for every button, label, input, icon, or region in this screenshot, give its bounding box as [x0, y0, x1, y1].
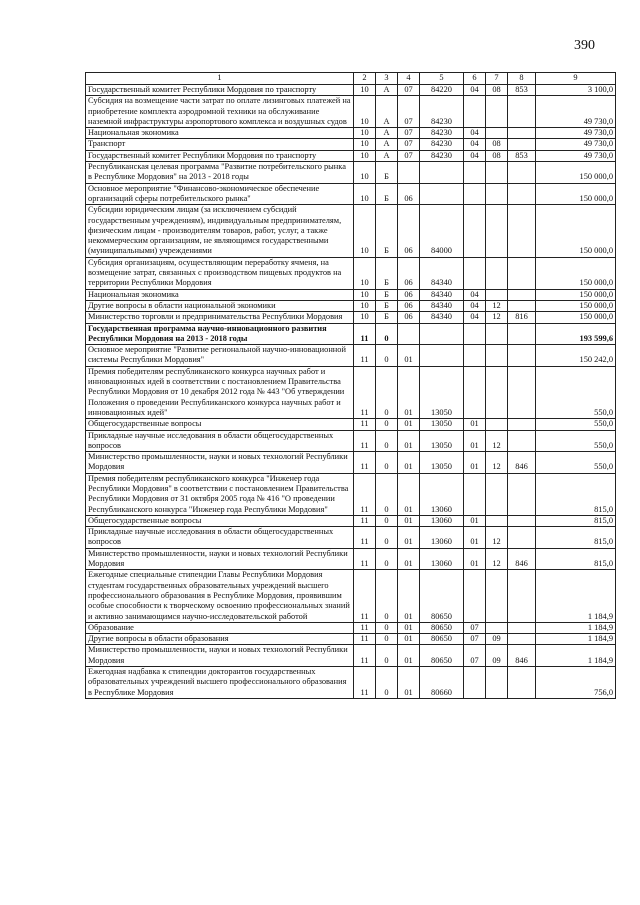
table-row: [86, 289, 616, 300]
header-cell: 3: [376, 73, 398, 85]
header-cell: 5: [420, 73, 464, 85]
row-code-cell: 49 730,0: [536, 96, 616, 128]
table-row: [86, 323, 616, 345]
row-name-cell: Общегосударственные вопросы: [86, 515, 354, 526]
row-code-cell: [486, 257, 508, 289]
row-code-cell: 1 184,9: [536, 622, 616, 633]
row-code-cell: 11: [354, 548, 376, 570]
row-code-cell: 150 242,0: [536, 345, 616, 367]
row-code-cell: 13060: [420, 515, 464, 526]
row-code-cell: 0: [376, 366, 398, 418]
table-row: [86, 622, 616, 633]
row-code-cell: 0: [376, 634, 398, 645]
row-code-cell: 12: [486, 312, 508, 323]
row-code-cell: Б: [376, 289, 398, 300]
budget-table: [85, 72, 616, 699]
row-code-cell: 0: [376, 323, 398, 345]
table-row: [86, 128, 616, 139]
row-code-cell: 1 184,9: [536, 570, 616, 622]
header-row: [86, 73, 616, 85]
row-name-cell: Другие вопросы в области национальной экономики: [86, 300, 354, 311]
row-code-cell: [486, 205, 508, 257]
row-name-cell: Прикладные научные исследования в области общегосударственных вопросов: [86, 430, 354, 452]
row-code-cell: 04: [464, 289, 486, 300]
row-code-cell: 12: [486, 430, 508, 452]
row-code-cell: [486, 667, 508, 699]
row-code-cell: [508, 139, 536, 150]
row-code-cell: 08: [486, 139, 508, 150]
row-code-cell: А: [376, 128, 398, 139]
row-code-cell: [508, 96, 536, 128]
row-code-cell: [508, 515, 536, 526]
row-code-cell: 01: [398, 570, 420, 622]
row-code-cell: [486, 96, 508, 128]
row-code-cell: [486, 345, 508, 367]
row-code-cell: 01: [398, 430, 420, 452]
row-code-cell: 84220: [420, 85, 464, 96]
row-code-cell: 06: [398, 289, 420, 300]
row-code-cell: 11: [354, 634, 376, 645]
row-code-cell: 13050: [420, 419, 464, 430]
row-code-cell: 0: [376, 527, 398, 549]
row-code-cell: [508, 323, 536, 345]
row-code-cell: 1 184,9: [536, 645, 616, 667]
row-code-cell: [508, 667, 536, 699]
row-name-cell: Ежегодные специальные стипендии Главы Республики Мордовия студентам государственных образовательных учреждений высшего профессионального образования в Республике Мордовия, проявившим особые способности к творческому освоению профессиональных знаний и активно занимающимся научно-исследовательской работой: [86, 570, 354, 622]
row-code-cell: [486, 162, 508, 184]
row-code-cell: 84000: [420, 205, 464, 257]
table-row: [86, 183, 616, 205]
row-code-cell: 01: [398, 645, 420, 667]
page-number: 390: [574, 38, 595, 53]
row-name-cell: Субсидия на возмещение части затрат по оплате лизинговых платежей на приобретение комплекта аэродромной техники на обслуживание наземной инфраструктуры аэропортового комплекса и воздушных судов: [86, 96, 354, 128]
table-row: [86, 312, 616, 323]
row-name-cell: Республиканская целевая программа "Развитие потребительского рынка в Республике Мордовия" на 2013 - 2018 годы: [86, 162, 354, 184]
row-code-cell: 150 000,0: [536, 205, 616, 257]
row-code-cell: 04: [464, 150, 486, 161]
row-code-cell: 06: [398, 300, 420, 311]
row-code-cell: 49 730,0: [536, 150, 616, 161]
row-code-cell: [508, 430, 536, 452]
row-code-cell: А: [376, 139, 398, 150]
row-code-cell: [464, 570, 486, 622]
row-code-cell: 853: [508, 85, 536, 96]
row-code-cell: 0: [376, 570, 398, 622]
row-code-cell: 11: [354, 527, 376, 549]
row-code-cell: 756,0: [536, 667, 616, 699]
row-code-cell: 13060: [420, 473, 464, 515]
row-code-cell: 01: [398, 345, 420, 367]
row-code-cell: 853: [508, 150, 536, 161]
row-code-cell: [398, 162, 420, 184]
row-name-cell: Государственная программа научно-инновационного развития Республики Мордовия на 2013 - 2018 годы: [86, 323, 354, 345]
row-code-cell: [464, 183, 486, 205]
row-code-cell: 01: [464, 419, 486, 430]
row-name-cell: Государственный комитет Республики Мордовия по транспорту: [86, 85, 354, 96]
table-row: [86, 634, 616, 645]
row-name-cell: Субсидии юридическим лицам (за исключением субсидий государственным учреждениям), индивидуальным предпринимателям, физическим лицам - производителям товаров, работ, услуг, а также некоммерческим организациям, не являющимся государственными (муниципальными) учреждениями: [86, 205, 354, 257]
table-row: [86, 139, 616, 150]
row-code-cell: 12: [486, 527, 508, 549]
row-code-cell: [420, 323, 464, 345]
row-code-cell: 07: [464, 622, 486, 633]
row-code-cell: 09: [486, 634, 508, 645]
row-code-cell: 815,0: [536, 515, 616, 526]
row-code-cell: [508, 205, 536, 257]
row-code-cell: 11: [354, 419, 376, 430]
row-code-cell: 10: [354, 183, 376, 205]
row-code-cell: 80650: [420, 634, 464, 645]
row-code-cell: [508, 162, 536, 184]
row-code-cell: 01: [398, 667, 420, 699]
row-name-cell: Государственный комитет Республики Мордовия по транспорту: [86, 150, 354, 161]
row-code-cell: 150 000,0: [536, 257, 616, 289]
row-code-cell: 0: [376, 645, 398, 667]
row-code-cell: 80650: [420, 570, 464, 622]
row-code-cell: 04: [464, 128, 486, 139]
row-code-cell: 06: [398, 312, 420, 323]
header-cell: 4: [398, 73, 420, 85]
row-code-cell: 49 730,0: [536, 139, 616, 150]
row-name-cell: Основное мероприятие "Финансово-экономическое обеспечение организаций сферы потребительского рынка": [86, 183, 354, 205]
row-code-cell: 150 000,0: [536, 162, 616, 184]
row-code-cell: 10: [354, 289, 376, 300]
row-code-cell: 0: [376, 430, 398, 452]
row-code-cell: 13050: [420, 366, 464, 418]
row-code-cell: 84340: [420, 312, 464, 323]
row-code-cell: [486, 323, 508, 345]
row-code-cell: А: [376, 96, 398, 128]
row-code-cell: 815,0: [536, 548, 616, 570]
row-code-cell: 84230: [420, 128, 464, 139]
row-code-cell: [464, 366, 486, 418]
row-code-cell: 815,0: [536, 473, 616, 515]
table-row: [86, 162, 616, 184]
row-code-cell: 01: [398, 452, 420, 474]
row-code-cell: 07: [398, 139, 420, 150]
row-code-cell: [508, 257, 536, 289]
row-code-cell: 07: [464, 634, 486, 645]
row-code-cell: [508, 473, 536, 515]
row-code-cell: 01: [398, 548, 420, 570]
row-name-cell: Прикладные научные исследования в области общегосударственных вопросов: [86, 527, 354, 549]
row-code-cell: 11: [354, 323, 376, 345]
table-row: [86, 205, 616, 257]
table-row: [86, 150, 616, 161]
row-name-cell: Другие вопросы в области образования: [86, 634, 354, 645]
row-code-cell: [508, 183, 536, 205]
row-code-cell: [486, 366, 508, 418]
table-row: [86, 527, 616, 549]
row-code-cell: 10: [354, 205, 376, 257]
header-cell: 7: [486, 73, 508, 85]
row-code-cell: Б: [376, 183, 398, 205]
row-code-cell: [508, 419, 536, 430]
row-code-cell: [508, 345, 536, 367]
row-name-cell: Основное мероприятие "Развитие региональной научно-инновационной системы Республики Мордовия": [86, 345, 354, 367]
header-cell: 8: [508, 73, 536, 85]
row-code-cell: 06: [398, 183, 420, 205]
row-code-cell: 0: [376, 548, 398, 570]
row-code-cell: 84230: [420, 150, 464, 161]
header-cell: 2: [354, 73, 376, 85]
row-code-cell: 80650: [420, 645, 464, 667]
row-code-cell: 1 184,9: [536, 634, 616, 645]
row-code-cell: 01: [464, 527, 486, 549]
table-row: [86, 515, 616, 526]
row-code-cell: 01: [398, 419, 420, 430]
row-code-cell: [508, 622, 536, 633]
row-code-cell: 550,0: [536, 419, 616, 430]
table-row: [86, 257, 616, 289]
row-code-cell: 08: [486, 85, 508, 96]
row-code-cell: 11: [354, 430, 376, 452]
header-cell: 9: [536, 73, 616, 85]
row-name-cell: Министерство торговли и предпринимательства Республики Мордовия: [86, 312, 354, 323]
row-code-cell: А: [376, 85, 398, 96]
row-code-cell: 11: [354, 645, 376, 667]
row-code-cell: 10: [354, 300, 376, 311]
row-code-cell: [508, 128, 536, 139]
table-row: [86, 570, 616, 622]
row-code-cell: 0: [376, 515, 398, 526]
row-code-cell: [486, 289, 508, 300]
row-code-cell: 11: [354, 667, 376, 699]
row-code-cell: [420, 345, 464, 367]
row-code-cell: [420, 183, 464, 205]
row-name-cell: Премия победителям республиканского конкурса научных работ и инновационных идей в соответствии с постановлением Правительства Республики Мордовия от 10 декабря 2012 года № 443 "Об утверждении Положения о проведении Республиканского конкурса научных работ и инновационных идей": [86, 366, 354, 418]
row-name-cell: Ежегодная надбавка к стипендии докторантов государственных образовательных учреждений высшего профессионального образования в Республике Мордовия: [86, 667, 354, 699]
row-code-cell: 80660: [420, 667, 464, 699]
row-code-cell: 150 000,0: [536, 300, 616, 311]
row-code-cell: 04: [464, 139, 486, 150]
row-code-cell: [508, 634, 536, 645]
row-code-cell: 84230: [420, 139, 464, 150]
row-code-cell: 0: [376, 622, 398, 633]
row-code-cell: [486, 128, 508, 139]
row-code-cell: [486, 183, 508, 205]
row-code-cell: 846: [508, 452, 536, 474]
table-row: [86, 430, 616, 452]
row-code-cell: [508, 570, 536, 622]
row-code-cell: 11: [354, 570, 376, 622]
table-row: [86, 96, 616, 128]
row-code-cell: 01: [398, 515, 420, 526]
row-code-cell: 193 599,6: [536, 323, 616, 345]
row-code-cell: 10: [354, 85, 376, 96]
row-code-cell: 13060: [420, 527, 464, 549]
row-code-cell: 12: [486, 548, 508, 570]
table-row: [86, 366, 616, 418]
row-code-cell: 01: [464, 548, 486, 570]
row-code-cell: [486, 622, 508, 633]
row-code-cell: Б: [376, 300, 398, 311]
row-code-cell: [398, 323, 420, 345]
row-code-cell: 11: [354, 345, 376, 367]
row-code-cell: Б: [376, 257, 398, 289]
row-code-cell: [464, 345, 486, 367]
row-code-cell: 84340: [420, 300, 464, 311]
row-code-cell: Б: [376, 162, 398, 184]
row-code-cell: 07: [398, 150, 420, 161]
row-code-cell: [464, 473, 486, 515]
row-code-cell: 49 730,0: [536, 128, 616, 139]
table-row: [86, 645, 616, 667]
row-code-cell: 13060: [420, 548, 464, 570]
row-code-cell: 07: [398, 96, 420, 128]
row-name-cell: Субсидия организациям, осуществляющим переработку ячменя, на возмещение затрат, связанных с производством пищевых продуктов на территории Республики Мордовия: [86, 257, 354, 289]
row-code-cell: 07: [398, 85, 420, 96]
row-code-cell: [464, 96, 486, 128]
row-code-cell: 01: [464, 515, 486, 526]
row-code-cell: 84340: [420, 257, 464, 289]
row-code-cell: 01: [398, 622, 420, 633]
row-code-cell: 10: [354, 139, 376, 150]
row-code-cell: 11: [354, 366, 376, 418]
row-code-cell: 13050: [420, 452, 464, 474]
row-code-cell: 12: [486, 452, 508, 474]
row-name-cell: Премия победителям республиканского конкурса "Инженер года Республики Мордовия" в соответствии с постановлением Правительства Республики Мордовия от 31 октября 2005 года № 416 "О проведении Республиканского конкурса "Инженер года Республики Мордовия": [86, 473, 354, 515]
row-code-cell: А: [376, 150, 398, 161]
row-code-cell: 550,0: [536, 452, 616, 474]
row-code-cell: 80650: [420, 622, 464, 633]
row-name-cell: Образование: [86, 622, 354, 633]
row-code-cell: 10: [354, 128, 376, 139]
row-code-cell: 150 000,0: [536, 312, 616, 323]
row-code-cell: 10: [354, 312, 376, 323]
row-code-cell: 07: [398, 128, 420, 139]
row-code-cell: 10: [354, 257, 376, 289]
row-code-cell: [508, 527, 536, 549]
table-row: [86, 473, 616, 515]
row-code-cell: 84340: [420, 289, 464, 300]
row-name-cell: Транспорт: [86, 139, 354, 150]
table-body: [86, 85, 616, 699]
row-code-cell: 10: [354, 96, 376, 128]
row-code-cell: 11: [354, 452, 376, 474]
table-row: [86, 667, 616, 699]
row-code-cell: 0: [376, 667, 398, 699]
row-code-cell: 01: [398, 473, 420, 515]
row-code-cell: 04: [464, 312, 486, 323]
row-code-cell: 550,0: [536, 430, 616, 452]
row-code-cell: 01: [464, 452, 486, 474]
row-code-cell: 01: [398, 527, 420, 549]
row-code-cell: 06: [398, 257, 420, 289]
row-code-cell: 10: [354, 150, 376, 161]
row-code-cell: 846: [508, 548, 536, 570]
header-cell: 6: [464, 73, 486, 85]
row-code-cell: [464, 162, 486, 184]
row-code-cell: 84230: [420, 96, 464, 128]
row-name-cell: Министерство промышленности, науки и новых технологий Республики Мордовия: [86, 548, 354, 570]
row-code-cell: [508, 366, 536, 418]
row-code-cell: 0: [376, 452, 398, 474]
row-code-cell: [464, 257, 486, 289]
table-row: [86, 85, 616, 96]
row-code-cell: 06: [398, 205, 420, 257]
row-name-cell: Министерство промышленности, науки и новых технологий Республики Мордовия: [86, 452, 354, 474]
row-code-cell: [464, 205, 486, 257]
row-code-cell: 0: [376, 345, 398, 367]
row-code-cell: 550,0: [536, 366, 616, 418]
table-row: [86, 300, 616, 311]
row-code-cell: 0: [376, 473, 398, 515]
row-code-cell: [508, 289, 536, 300]
row-code-cell: 01: [398, 634, 420, 645]
row-code-cell: 0: [376, 419, 398, 430]
row-code-cell: 09: [486, 645, 508, 667]
table-row: [86, 452, 616, 474]
table-row: [86, 345, 616, 367]
row-code-cell: Б: [376, 205, 398, 257]
header-cell: 1: [86, 73, 354, 85]
row-code-cell: 11: [354, 622, 376, 633]
row-code-cell: [486, 570, 508, 622]
row-code-cell: [420, 162, 464, 184]
row-code-cell: Б: [376, 312, 398, 323]
row-code-cell: 150 000,0: [536, 183, 616, 205]
table-row: [86, 548, 616, 570]
row-code-cell: 816: [508, 312, 536, 323]
row-code-cell: 12: [486, 300, 508, 311]
row-code-cell: 846: [508, 645, 536, 667]
row-code-cell: 13050: [420, 430, 464, 452]
row-code-cell: [486, 419, 508, 430]
row-code-cell: 815,0: [536, 527, 616, 549]
row-code-cell: 150 000,0: [536, 289, 616, 300]
row-name-cell: Министерство промышленности, науки и новых технологий Республики Мордовия: [86, 645, 354, 667]
row-code-cell: [486, 515, 508, 526]
row-code-cell: 07: [464, 645, 486, 667]
row-code-cell: 11: [354, 473, 376, 515]
row-code-cell: [464, 667, 486, 699]
row-code-cell: 3 100,0: [536, 85, 616, 96]
row-code-cell: 01: [464, 430, 486, 452]
table-row: [86, 419, 616, 430]
row-code-cell: 08: [486, 150, 508, 161]
row-code-cell: [486, 473, 508, 515]
row-code-cell: 01: [398, 366, 420, 418]
row-code-cell: 04: [464, 300, 486, 311]
row-name-cell: Общегосударственные вопросы: [86, 419, 354, 430]
row-code-cell: [464, 323, 486, 345]
row-code-cell: 11: [354, 515, 376, 526]
row-code-cell: 10: [354, 162, 376, 184]
row-name-cell: Национальная экономика: [86, 289, 354, 300]
row-code-cell: [508, 300, 536, 311]
row-code-cell: 04: [464, 85, 486, 96]
row-name-cell: Национальная экономика: [86, 128, 354, 139]
